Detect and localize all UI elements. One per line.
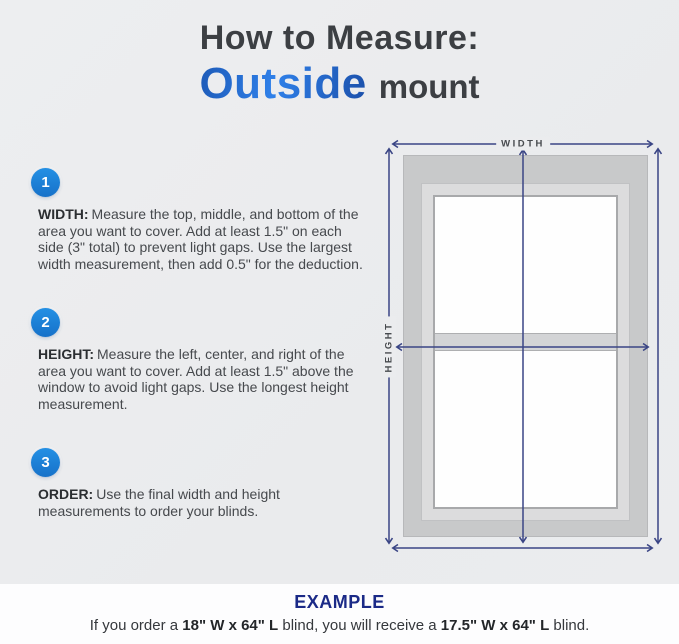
step-order <box>31 448 373 519</box>
title-mount-word: mount <box>378 68 480 106</box>
width-dimension-label: WIDTH <box>496 138 550 151</box>
step-3-body: Use the final width and height measurements to order your blinds. <box>38 486 280 519</box>
step-1-badge: 1 <box>31 168 60 197</box>
example-section <box>0 584 679 644</box>
step-3-badge: 3 <box>31 448 60 477</box>
step-1-body: Measure the top, middle, and bottom of the area you want to cover. Add at least 1.5" on each side (3" total) to prevent light gaps. Use the largest width measurement, then add 0.5" for the deduction. <box>38 206 363 272</box>
title-mount-type: Outside <box>199 59 367 109</box>
step-1-label: WIDTH: <box>38 206 89 222</box>
step-width <box>31 168 373 272</box>
step-3-text <box>38 486 364 519</box>
example-prefix: If you order a <box>89 617 183 634</box>
example-suffix: blind. <box>549 617 590 634</box>
example-middle: blind, you will receive a <box>278 617 441 634</box>
window-measurement-diagram <box>380 125 679 560</box>
title-line1: How to Measure: <box>199 19 480 57</box>
height-dimension-label: HEIGHT <box>383 317 396 378</box>
step-2-label: HEIGHT: <box>38 346 94 362</box>
title-line2 <box>0 59 679 109</box>
measurement-arrows <box>380 125 679 560</box>
step-2-badge: 2 <box>31 308 60 337</box>
step-height <box>31 308 373 412</box>
step-2-body: Measure the left, center, and right of the area you want to cover. Add at least 1.5" above the window to avoid light gaps. Use the longest height measurement. <box>38 346 354 412</box>
example-receive-size: 17.5" W x 64" L <box>440 617 550 634</box>
example-order-size: 18" W x 64" L <box>182 617 279 634</box>
step-1-text <box>38 206 364 272</box>
page-title <box>0 20 679 109</box>
example-text <box>0 617 679 634</box>
step-3-label: ORDER: <box>38 486 94 502</box>
example-heading: EXAMPLE <box>294 592 385 612</box>
step-2-text <box>38 346 364 412</box>
